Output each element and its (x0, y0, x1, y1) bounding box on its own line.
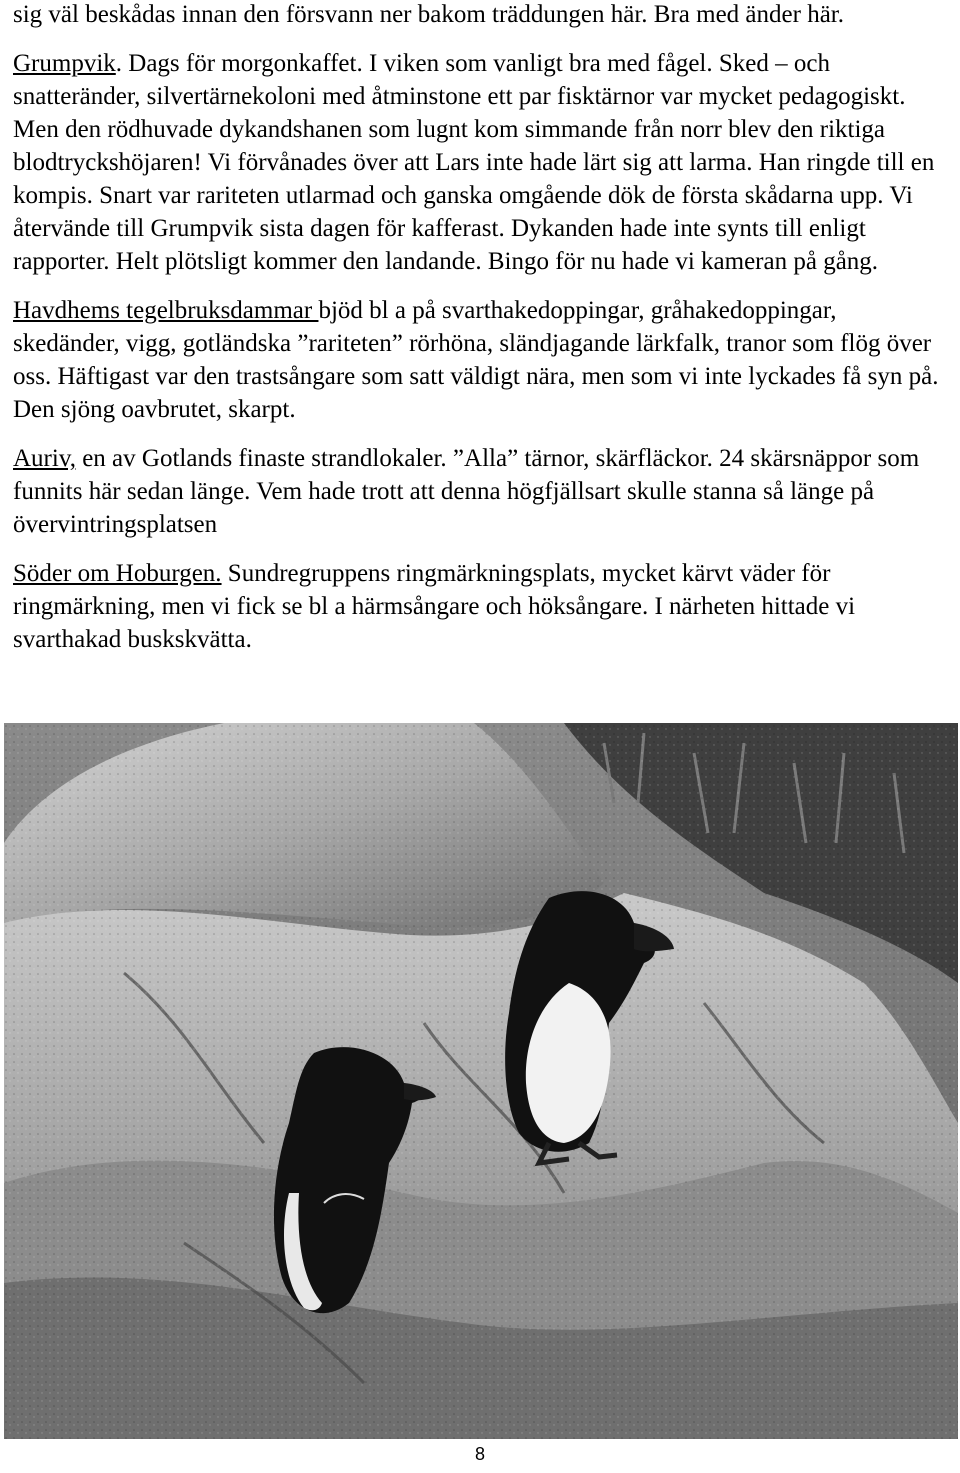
razorbill-photo (4, 723, 958, 1439)
paragraph-hoburgen (13, 557, 948, 656)
article-text (13, 0, 948, 672)
place-name: Grumpvik (13, 50, 116, 77)
paragraph-text: sig väl beskådas innan den försvann ner bakom träddungen här. Bra med änder här. (13, 1, 844, 28)
paragraph-havdhem (13, 294, 948, 426)
place-name: Söder om Hoburgen. (13, 560, 222, 587)
paragraph-auriv (13, 442, 948, 541)
paragraph-text: bjöd bl a på svarthakedoppingar, gråhakedoppingar, skedänder, vigg, gotländska ”rariteten” rörhöna, sländjagande lärkfalk, tranor som flög över oss. Häftigast var den trastsångare som satt väldigt nära, men som vi inte lyckades få syn på. Den sjöng oavbrutet, skarpt. (13, 297, 939, 423)
paragraph-text: . Dags för morgonkaffet. I viken som vanligt bra med fågel. Sked – och snatteränder, silvertärnekoloni med åtminstone ett par fisktärnor var mycket pedagogiskt. Men den rödhuvade dykandshanen som lugnt kom simmande från norr blev den riktiga blodtryckshöjaren! Vi förvånades över att Lars inte hade lärt sig att larma. Han ringde till en kompis. Snart var rariteten utlarmad och ganska omgående dök de första skådarna upp. Vi återvände till Grumpvik sista dagen för kafferast. Dykanden hade inte synts till enligt rapporter. Helt plötsligt kommer den landande. Bingo för nu hade vi kameran på gång. (13, 50, 935, 275)
paragraph-intro (13, 0, 948, 31)
paragraph-grumpvik (13, 47, 948, 278)
photo-illustration (4, 723, 958, 1439)
paragraph-text: Sundregruppens ringmärkningsplats, mycket kärvt väder för ringmärkning, men vi fick se bl a härmsångare och höksångare. I närheten hittade vi svarthakad buskskvätta. (13, 560, 856, 653)
paragraph-text: en av Gotlands finaste strandlokaler. ”Alla” tärnor, skärfläckor. 24 skärsnäppor som funnits här sedan länge. Vem hade trott att denna högfjällsart skulle stanna så länge på övervintringsplatsen (13, 445, 920, 538)
place-name: Auriv, (13, 445, 76, 472)
page-number: 8 (474, 1444, 485, 1464)
place-name: Havdhems tegelbruksdammar (13, 297, 319, 324)
